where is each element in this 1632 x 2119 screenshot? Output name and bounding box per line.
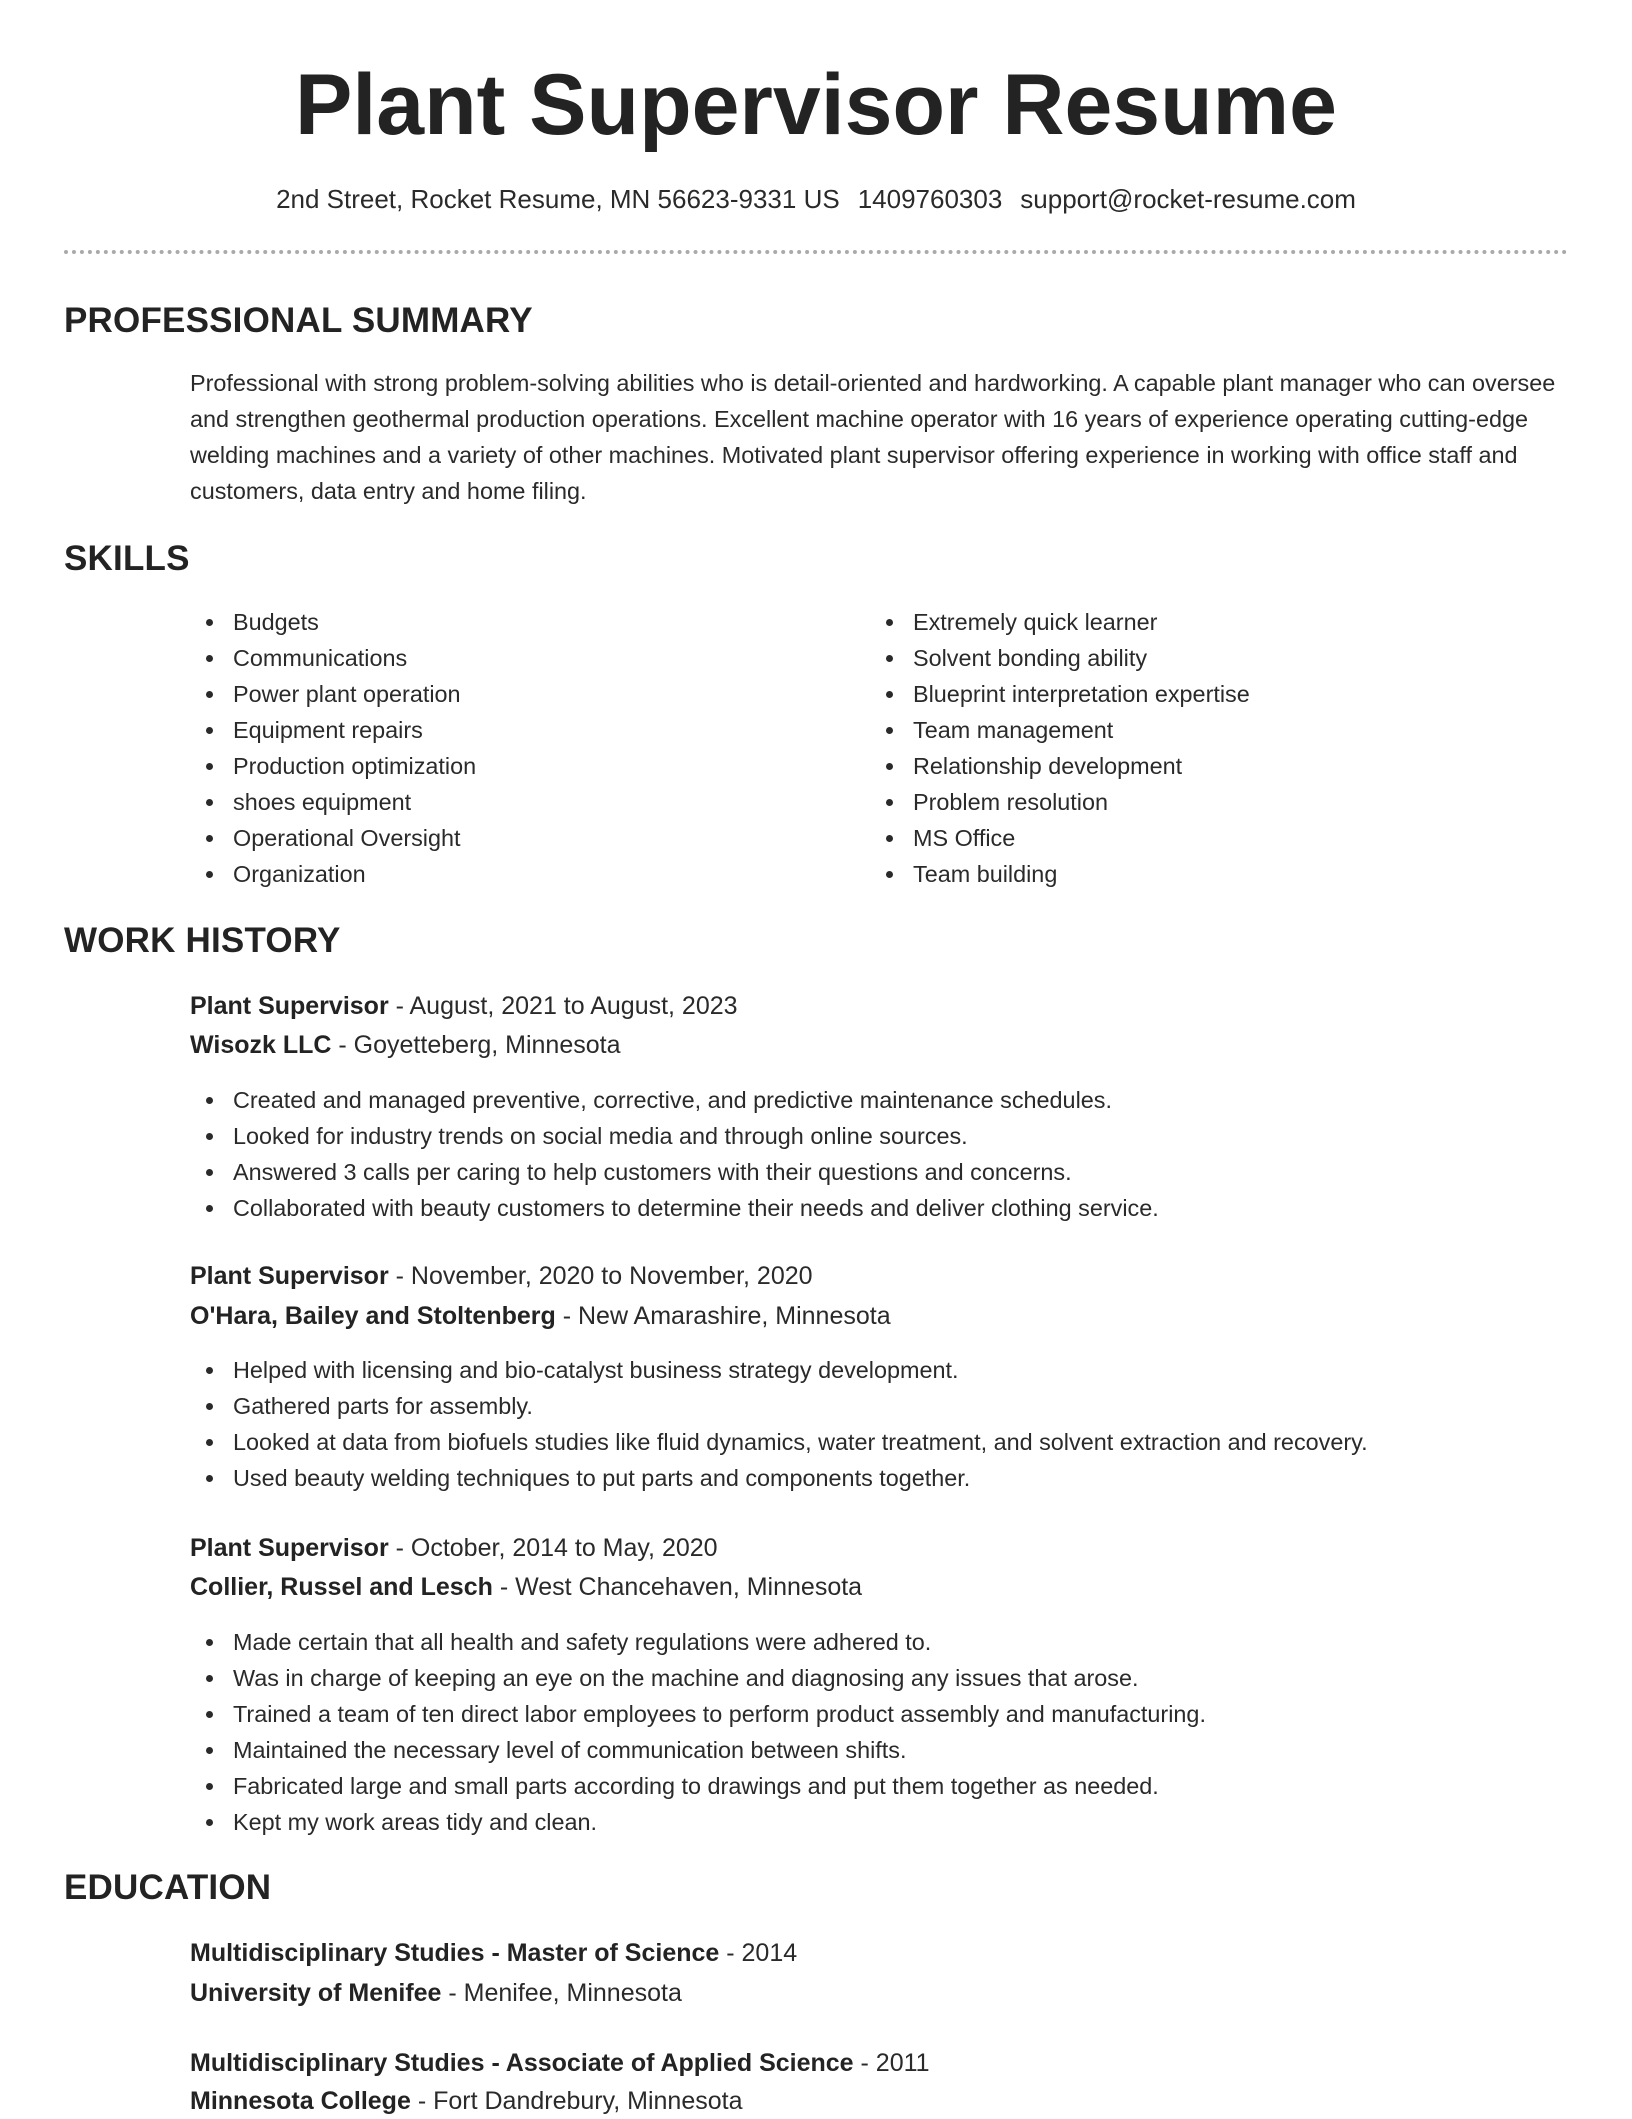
job-company-line (190, 1027, 621, 1063)
education-degree-line (190, 1935, 797, 1971)
skill-item: Team building (870, 856, 1250, 892)
job-company: O'Hara, Bailey and Stoltenberg (190, 1302, 556, 1330)
skill-item: shoes equipment (190, 784, 476, 820)
job-dates: - August, 2021 to August, 2023 (388, 992, 738, 1020)
contact-info (0, 181, 1632, 217)
job-dates: - October, 2014 to May, 2020 (388, 1534, 718, 1562)
job-bullet: Answered 3 calls per caring to help customers with their questions and concerns. (190, 1154, 1159, 1190)
education-location: - Menifee, Minnesota (441, 1979, 682, 2007)
job-company: Collier, Russel and Lesch (190, 1573, 493, 1601)
skill-item: Solvent bonding ability (870, 640, 1250, 676)
education-school-line (190, 2083, 743, 2119)
education-degree: Multidisciplinary Studies - Master of Science (190, 1939, 720, 1967)
skills-list-right (870, 604, 1250, 892)
education-heading: EDUCATION (64, 1868, 272, 1907)
skill-item: Problem resolution (870, 784, 1250, 820)
job-bullet: Made certain that all health and safety regulations were adhered to. (190, 1624, 1206, 1660)
job-bullet: Was in charge of keeping an eye on the machine and diagnosing any issues that arose. (190, 1660, 1206, 1696)
skill-item: Organization (190, 856, 476, 892)
header-divider (64, 250, 1568, 254)
job-title: Plant Supervisor (190, 1262, 389, 1290)
education-school: University of Menifee (190, 1979, 442, 2007)
job-bullet: Helped with licensing and bio-catalyst business strategy development. (190, 1352, 1368, 1388)
skill-item: Operational Oversight (190, 820, 476, 856)
job-bullet: Created and managed preventive, corrective, and predictive maintenance schedules. (190, 1082, 1159, 1118)
job-bullet: Fabricated large and small parts according to drawings and put them together as needed. (190, 1768, 1206, 1804)
job-bullet: Used beauty welding techniques to put parts and components together. (190, 1460, 1368, 1496)
job-location: - Goyetteberg, Minnesota (331, 1031, 621, 1059)
job-company: Wisozk LLC (190, 1031, 332, 1059)
job-bullets (190, 1352, 1368, 1496)
education-location: - Fort Dandrebury, Minnesota (410, 2087, 743, 2115)
education-degree: Multidisciplinary Studies - Associate of Applied Science (190, 2049, 854, 2077)
job-bullet: Gathered parts for assembly. (190, 1388, 1368, 1424)
skill-item: Power plant operation (190, 676, 476, 712)
job-bullet: Trained a team of ten direct labor employees to perform product assembly and manufacturing. (190, 1696, 1206, 1732)
skills-list-left (190, 604, 476, 892)
skill-item: Extremely quick learner (870, 604, 1250, 640)
education-school-line (190, 1975, 682, 2011)
summary-heading: PROFESSIONAL SUMMARY (64, 301, 533, 340)
resume-title: Plant Supervisor Resume (295, 57, 1337, 153)
education-degree-line (190, 2045, 930, 2081)
skill-item: Team management (870, 712, 1250, 748)
job-location: - New Amarashire, Minnesota (555, 1302, 891, 1330)
job-location: - West Chancehaven, Minnesota (492, 1573, 863, 1601)
job-bullet: Looked at data from biofuels studies like fluid dynamics, water treatment, and solvent extraction and recovery. (190, 1424, 1368, 1460)
work-history-heading: WORK HISTORY (64, 921, 341, 960)
skill-item: Budgets (190, 604, 476, 640)
job-title-line (190, 1530, 718, 1566)
job-dates: - November, 2020 to November, 2020 (388, 1262, 813, 1290)
job-bullet: Maintained the necessary level of communication between shifts. (190, 1732, 1206, 1768)
job-bullet: Looked for industry trends on social media and through online sources. (190, 1118, 1159, 1154)
job-bullet: Collaborated with beauty customers to determine their needs and deliver clothing service. (190, 1190, 1159, 1226)
skill-item: Relationship development (870, 748, 1250, 784)
job-company-line (190, 1298, 891, 1334)
skills-heading: SKILLS (64, 539, 190, 578)
skill-item: Communications (190, 640, 476, 676)
skill-item: Equipment repairs (190, 712, 476, 748)
skill-item: Blueprint interpretation expertise (870, 676, 1250, 712)
job-bullet: Kept my work areas tidy and clean. (190, 1804, 1206, 1840)
job-bullets (190, 1624, 1206, 1840)
job-title: Plant Supervisor (190, 992, 389, 1020)
summary-text: Professional with strong problem-solving abilities who is detail-oriented and hardworking. A capable plant manager who can oversee and strengthen geothermal production operations. Excellent machine operator with 16 years of experience operating cutting-edge welding machines and a variety of other machines. Motivated plant supervisor offering experience in working with office staff and customers, data entry and home filing. (190, 370, 1556, 504)
contact-email[interactable]: support@rocket-resume.com (1020, 184, 1356, 214)
education-year: - 2014 (719, 1939, 798, 1967)
education-school: Minnesota College (190, 2087, 411, 2115)
job-bullets (190, 1082, 1159, 1226)
contact-address: 2nd Street, Rocket Resume, MN 56623-9331 US (276, 184, 840, 214)
job-title-line (190, 1258, 813, 1294)
education-year: - 2011 (853, 2049, 930, 2077)
job-title-line (190, 988, 738, 1024)
skill-item: Production optimization (190, 748, 476, 784)
job-company-line (190, 1569, 862, 1605)
skill-item: MS Office (870, 820, 1250, 856)
contact-phone: 1409760303 (857, 184, 1003, 214)
job-title: Plant Supervisor (190, 1534, 389, 1562)
